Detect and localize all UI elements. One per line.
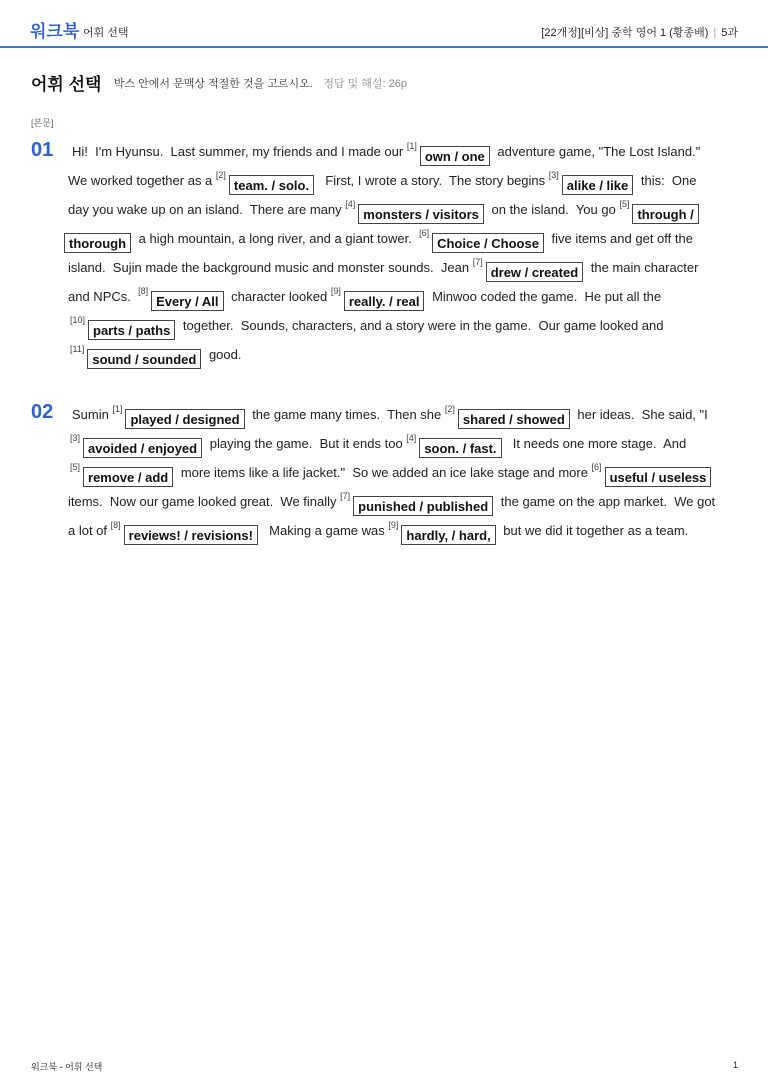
question-number-02: 02 <box>31 401 54 423</box>
page-title: 어휘 선택 <box>31 75 102 94</box>
q1-line <box>68 194 703 224</box>
blank-number-marker: [8] <box>110 520 121 530</box>
word-choice-box[interactable]: reviews! / revisions! <box>124 525 258 545</box>
passage-text: five items and get off the <box>547 231 693 246</box>
section-label: [본문] <box>31 118 54 128</box>
passage-text: the game many times. Then she <box>248 407 445 422</box>
blank-number-marker: [5] <box>70 462 81 472</box>
page-header <box>0 0 768 48</box>
lesson-label: 5과 <box>721 27 738 39</box>
passage-text: Making a game was <box>261 523 389 538</box>
blank-number-marker: [6] <box>419 228 430 238</box>
word-choice-box[interactable]: monsters / visitors <box>358 204 484 224</box>
word-choice-box[interactable]: through / <box>632 204 698 224</box>
q2-line <box>72 399 708 429</box>
blank-number-marker: [5] <box>619 199 630 209</box>
q2-line <box>68 515 688 545</box>
blank-number-marker: [7] <box>340 491 351 501</box>
word-choice-box[interactable]: avoided / enjoyed <box>83 438 202 458</box>
passage-text: and NPCs. <box>68 289 139 304</box>
passage-text: this: One <box>637 173 697 188</box>
brand-logo: 워크북 <box>30 22 80 41</box>
page-number: 1 <box>732 1060 738 1070</box>
brand-subtitle: 어휘 선택 <box>83 27 129 39</box>
passage-text: more items like a life jacket." So we added an ice lake stage and more <box>177 465 592 480</box>
passage-text: playing the game. But it ends too <box>206 436 407 451</box>
passage-text: First, I wrote a story. The story begins <box>318 173 549 188</box>
course-title: [22개정][비상] 중학 영어 1 (황종배) <box>541 27 709 39</box>
blank-number-marker: [2] <box>215 170 226 180</box>
instruction-text: 박스 안에서 문맥상 적절한 것을 고르시오. <box>113 77 313 90</box>
q2-line <box>70 428 686 458</box>
passage-text: on the island. You go <box>487 202 620 217</box>
word-choice-box[interactable]: soon. / fast. <box>419 438 501 458</box>
q1-line <box>70 339 242 369</box>
passage-text: Minwoo coded the game. He put all the <box>428 289 662 304</box>
q1-line <box>70 310 663 340</box>
word-choice-box[interactable]: thorough <box>64 233 131 253</box>
passage-text: We worked together as a <box>68 173 216 188</box>
header-separator: | <box>713 27 717 39</box>
blank-number-marker: [2] <box>444 404 455 414</box>
word-choice-box[interactable]: team. / solo. <box>229 175 314 195</box>
passage-text: a high mountain, a long river, and a giant tower. <box>135 231 420 246</box>
passage-text: a lot of <box>68 523 111 538</box>
footer-label: 워크북 - 어휘 선택 <box>31 1062 103 1072</box>
passage-text: her ideas. She said, "I <box>573 407 708 422</box>
q1-line <box>68 252 698 282</box>
blank-number-marker: [8] <box>138 286 149 296</box>
word-choice-box[interactable]: useful / useless <box>605 467 712 487</box>
word-choice-box[interactable]: drew / created <box>486 262 583 282</box>
answer-reference: 정답 및 해설: 26p <box>323 77 408 90</box>
blank-number-marker: [6] <box>591 462 602 472</box>
passage-text: but we did it together as a team. <box>499 523 689 538</box>
blank-number-marker: [1] <box>406 141 417 151</box>
q1-line <box>68 281 661 311</box>
blank-number-marker: [7] <box>472 257 483 267</box>
word-choice-box[interactable]: shared / showed <box>458 409 570 429</box>
blank-number-marker: [9] <box>388 520 399 530</box>
passage-text: together. Sounds, characters, and a story were in the game. Our game looked and <box>179 318 664 333</box>
passage-text: adventure game, "The Lost Island." <box>493 144 701 159</box>
question-number-01: 01 <box>31 139 54 161</box>
word-choice-box[interactable]: sound / sounded <box>87 349 201 369</box>
blank-number-marker: [3] <box>548 170 559 180</box>
q1-line <box>72 136 700 166</box>
blank-number-marker: [10] <box>70 315 86 325</box>
q1-line <box>68 165 696 195</box>
passage-text: items. Now our game looked great. We finally <box>68 494 341 509</box>
q2-line <box>68 486 715 516</box>
word-choice-box[interactable]: really. / real <box>344 291 425 311</box>
word-choice-box[interactable]: Every / All <box>151 291 223 311</box>
word-choice-box[interactable]: remove / add <box>83 467 173 487</box>
q1-line <box>64 223 693 253</box>
course-info <box>541 25 738 41</box>
blank-number-marker: [4] <box>345 199 356 209</box>
word-choice-box[interactable]: punished / published <box>353 496 493 516</box>
passage-text: good. <box>205 347 242 362</box>
word-choice-box[interactable]: Choice / Choose <box>432 233 544 253</box>
q2-line <box>70 457 715 487</box>
blank-number-marker: [4] <box>406 433 417 443</box>
word-choice-box[interactable]: hardly, / hard, <box>401 525 495 545</box>
passage-text: Sumin <box>72 407 113 422</box>
word-choice-box[interactable]: alike / like <box>562 175 633 195</box>
passage-text: day you wake up on an island. There are many <box>68 202 346 217</box>
passage-text: It needs one more stage. And <box>505 436 687 451</box>
word-choice-box[interactable]: played / designed <box>125 409 244 429</box>
passage-text: character looked <box>227 289 331 304</box>
passage-text: the main character <box>587 260 699 275</box>
passage-text: the game on the app market. We got <box>497 494 716 509</box>
blank-number-marker: [9] <box>330 286 341 296</box>
word-choice-box[interactable]: own / one <box>420 146 490 166</box>
passage-text: island. Sujin made the background music and monster sounds. Jean <box>68 260 473 275</box>
blank-number-marker: [3] <box>70 433 81 443</box>
word-choice-box[interactable]: parts / paths <box>88 320 175 340</box>
blank-number-marker: [1] <box>112 404 123 414</box>
blank-number-marker: [11] <box>70 344 85 354</box>
passage-text: Hi! I'm Hyunsu. Last summer, my friends and I made our <box>72 144 407 159</box>
title-row <box>31 70 407 95</box>
